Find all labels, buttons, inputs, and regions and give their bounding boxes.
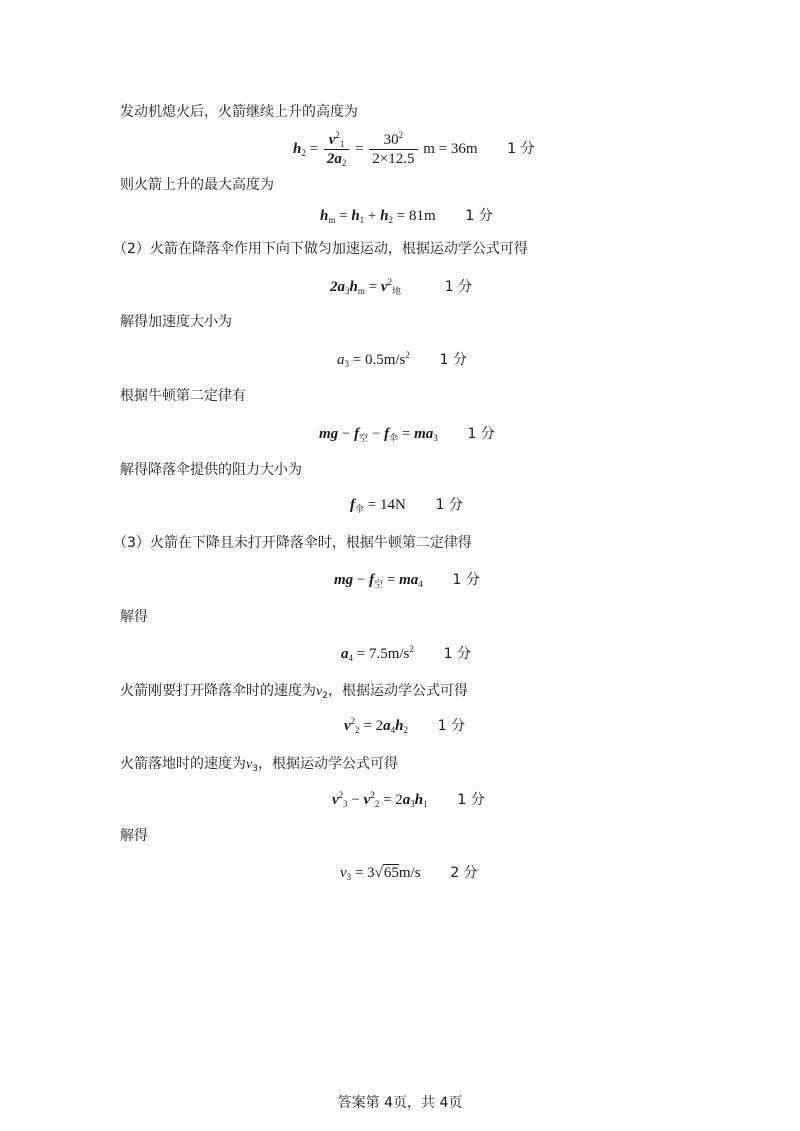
- a3-value: 0.5m/s: [364, 352, 406, 368]
- text-line-1: 发动机熄火后，火箭继续上升的高度为: [120, 104, 358, 120]
- equation-a3: $a_3 = 0.5m/s^2$ 1 分: [337, 350, 468, 369]
- equation-v3: $v_3 = 3√65m/s$ 2 分: [340, 865, 478, 882]
- equation-newton-2: mg − $f_空 = ma_4$ 1 分: [334, 572, 480, 589]
- score-label: 1 分: [435, 497, 463, 513]
- text-line-5: 根据牛顿第二定律有: [120, 388, 246, 404]
- score-label: 1 分: [444, 279, 473, 295]
- a4-value: 7.5m/s: [368, 646, 410, 662]
- score-label: 1 分: [437, 718, 466, 734]
- text-line-4: 解得加速度大小为: [120, 314, 232, 330]
- score-label: 1 分: [507, 140, 535, 157]
- text-line-9-part-a: 火箭刚要打开降落伞时的速度为: [120, 683, 316, 699]
- score-label: 1 分: [452, 572, 480, 588]
- v3-root: 65: [383, 865, 399, 881]
- text-line-9: 火箭刚要打开降落伞时的速度为$v_2$，根据运动学公式可得: [120, 683, 468, 701]
- equation-a4: $a_4 = 7.5m/s^2$ 1 分: [341, 644, 472, 663]
- score-label: 1 分: [465, 208, 493, 224]
- equation-v3-squared: $v^2_3 - v^2_2 = 2a_3h_1$ 1 分: [332, 790, 485, 809]
- text-line-10-part-b: ，根据运动学公式可得: [257, 756, 398, 772]
- text-line-7: （3）火箭在下降且未打开降落伞时，根据牛顿第二定律得: [113, 535, 472, 551]
- text-line-3: （2）火箭在降落伞作用下向下做匀加速运动，根据运动学公式可得: [113, 241, 528, 257]
- text-line-2: 则火箭上升的最大高度为: [120, 177, 274, 193]
- score-label: 1 分: [467, 426, 495, 442]
- text-line-9-part-b: ，根据运动学公式可得: [327, 683, 468, 699]
- text-line-11: 解得: [120, 828, 148, 844]
- equation-h2: $h_2$ = $\frac{v^2_1}{2a_2}$ = $\frac{30^2}{2\times 12.5}$ m = 36m 1 分: [293, 130, 535, 168]
- score-label: 1 分: [457, 792, 485, 808]
- equation-v2: $v^2_2 = 2a_4h_2$ 1 分: [344, 716, 466, 735]
- equation-hm: $h_m = h_1 + h_2 = 81m$ 1 分: [320, 208, 493, 225]
- score-label: 1 分: [439, 352, 468, 368]
- text-line-6: 解得降落伞提供的阻力大小为: [120, 462, 302, 478]
- page-footer: 答案第 4页，共 4页: [337, 1095, 463, 1111]
- v3-unit: m/s: [398, 865, 421, 881]
- f-value: 14N: [379, 497, 406, 513]
- text-line-8: 解得: [120, 609, 148, 625]
- equation-newton-1: mg − $f_空 - f_伞 = ma_3$ 1 分: [319, 426, 495, 443]
- v3-coeff: 3: [367, 865, 375, 881]
- equation-f-umbrella: $f_伞 = 14N$ 1 分: [350, 497, 463, 514]
- score-label: 2 分: [450, 865, 478, 881]
- text-line-10: 火箭落地时的速度为$v_3$，根据运动学公式可得: [120, 756, 398, 774]
- text-line-10-part-a: 火箭落地时的速度为: [120, 756, 246, 772]
- score-label: 1 分: [443, 646, 472, 662]
- equation-2a3hm: $2a_3h_m = v^2_地$ 1 分: [330, 277, 473, 296]
